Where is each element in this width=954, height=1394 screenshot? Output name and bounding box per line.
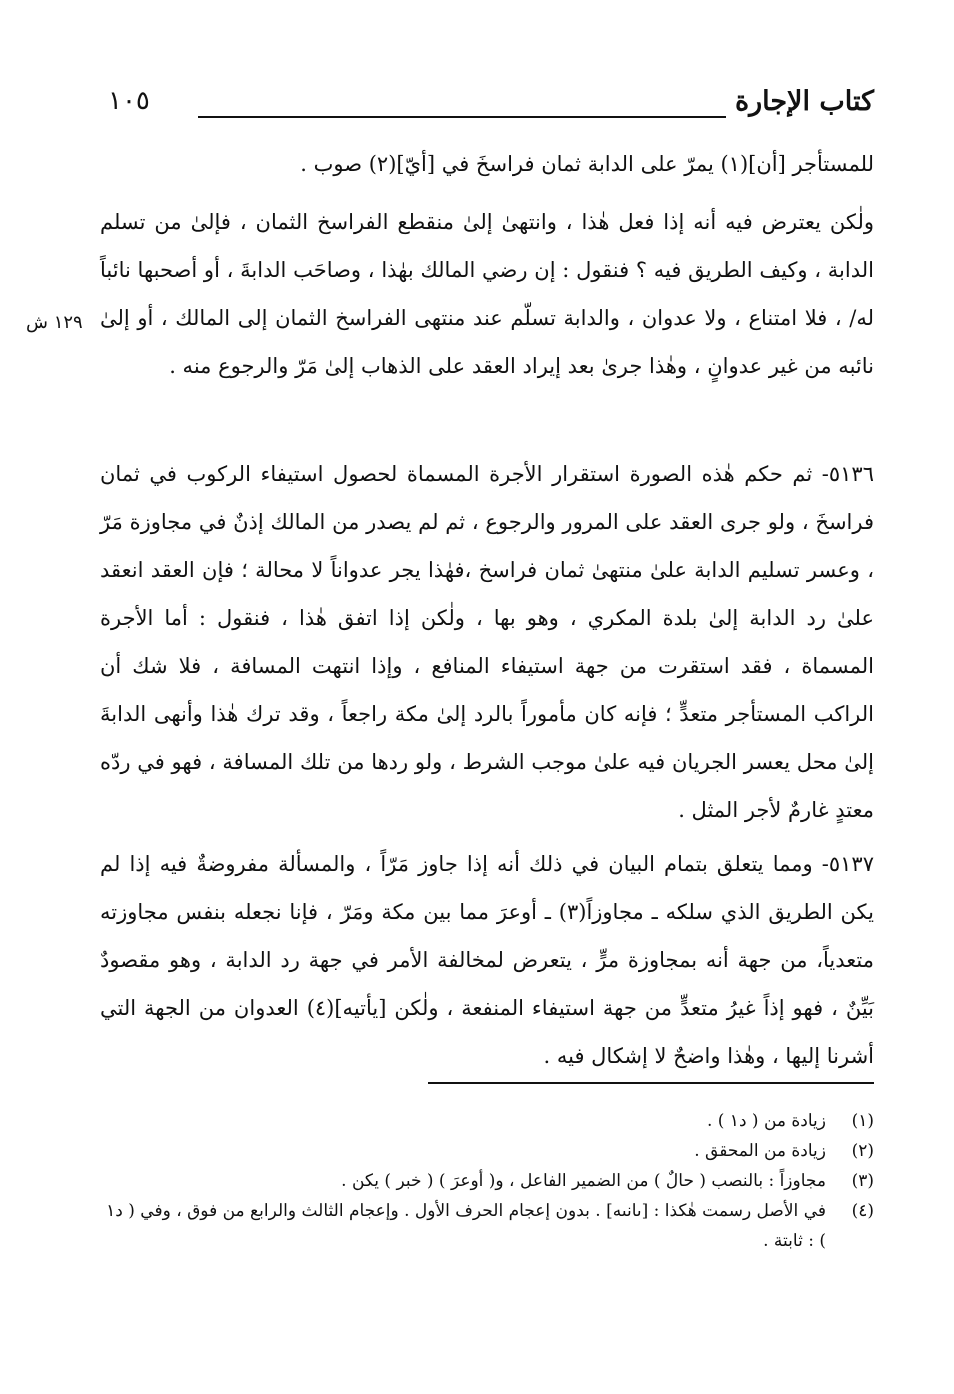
footnotes [98,1106,874,1256]
paragraph: ولٰكن يعترض فيه أنه إذا فعل هٰذا ، وانتهىٰ إلىٰ منقطع الفراسخ الثمان ، فإلىٰ من تسلم الدابة ، وكيف الطريق فيه ؟ فنقول : إن رضي المالك بهٰذا ، وصاحَب الدابةَ ، أو أصحبها نائباً له/ ، فلا امتناع ، ولا عدوان ، والدابة تسلّم عند منتهى الفراسخ الثمان إلى المالك ، أو إلىٰ نائبه من غير عدوانٍ ، وهٰذا جرىٰ بعد إيراد العقد على الذهاب إلىٰ مَرّ والرجوع منه . [100,210,874,378]
paragraph: ٥١٣٦- ثم حكم هٰذه الصورة استقرار الأجرة المسماة لحصول استيفاء الركوب في ثمان فراسخَ ، ولو جرى العقد على المرور والرجوع ، ثم لم يصدر من المالك إذنٌ في مجاوزة مَرّ ، وعسر تسليم الدابة علىٰ منتهىٰ ثمان فراسخ ،فهٰذا يجر عدواناً لا محالة ؛ فإن العقد انعقد علىٰ رد الدابة إلىٰ بلدة المكري ، وهو بها ، ولٰكن إذا اتفق هٰذا ، فنقول : أما الأجرة المسماة ، فقد استقرت من جهة استيفاء المنافع ، وإذا انتهت المسافة ، فلا شك أن الراكب المستأجر متعدٍّ ؛ فإنه كان مأموراً بالرد إلىٰ مكة راجعاً ، وقد ترك هٰذا وأنهى الدابةَ إلىٰ محل يعسر الجريان فيه علىٰ موجب الشرط ، ولو ردها من تلك المسافة ، فهو في ردّه معتدٍ غارمٌ لأجر المثل . [100,462,875,822]
paragraph-continuation [100,140,874,188]
footnote-text: زيادة من ( د١ ) . [706,1111,826,1131]
book-title: كتاب الإجارة [734,86,874,117]
footnote-number: (٢) [851,1141,874,1161]
footnote-rule [428,1082,874,1084]
running-header [108,86,874,126]
footnote-item [98,1166,874,1196]
footnote-number: (٤) [851,1201,874,1221]
footnote-item [98,1196,874,1256]
footnote-text: زيادة من المحقق . [694,1141,826,1161]
paragraph-5137 [100,840,874,1080]
paragraph: للمستأجر [أن](١) يمرّ على الدابة ثمان فراسخَ في [أيّ](٢) صوب . [300,152,874,176]
paragraph-block [100,198,874,390]
paragraph-5136 [100,450,874,834]
footnote-number: (١) [851,1111,874,1131]
paragraph: ٥١٣٧- ومما يتعلق بتمام البيان في ذلك أنه إذا جاوز مَرّاً ، والمسألة مفروضةٌ فيه إذا لم يكن الطريق الذي سلكه ـ مجاوزاً(٣) ـ أوعرَ مما بين مكة ومَرّ ، فإنا نجعله بنفس مجاوزته متعدياً، من جهة أنه بمجاوزة مرٍّ ، يتعرض لمخالفة الأمر في جهة رد الدابة ، وهو مقصودٌ بَيِّنٌ ، فهو إذاً غيرُ متعدٍّ من جهة استيفاء المنفعة ، ولٰكن [يأتيه](٤) العدوان من الجهة التي أشرنا إليها ، وهٰذا واضحٌ لا إشكال فيه . [100,852,874,1068]
margin-folio-note: ١٢٩ ش [26,312,83,333]
footnote-item [98,1106,874,1136]
page-number: ١٠٥ [108,86,150,116]
header-rule [198,116,726,118]
footnote-text: في الأصل رسمت هٰكذا : [ىانىه] . بدون إعجام الحرف الأول . وإعجام الثالث والرابع من فوق ، وفي ( د١ ) : ثابتة . [106,1201,826,1251]
footnote-item [98,1136,874,1166]
footnote-text: مجاوزاً : بالنصب ( حالٌ ) من الضمير الفاعل ، و( أوعرَ ) ( خبر ) يكن . [341,1171,826,1191]
footnote-number: (٣) [851,1171,874,1191]
